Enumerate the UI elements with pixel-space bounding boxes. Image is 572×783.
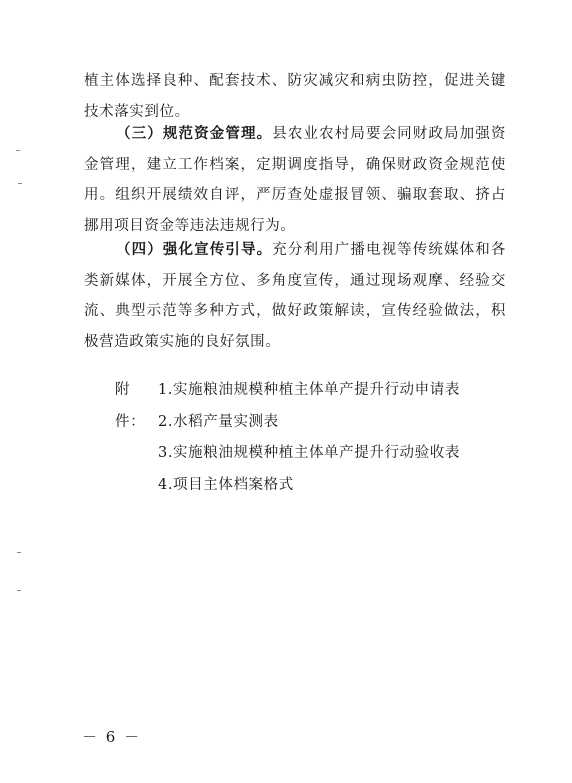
paragraph-text: 植主体选择良种、配套技术、防灾减灾和病虫防控，促进关键技术落实到位。 bbox=[84, 73, 506, 120]
attachment-item bbox=[158, 438, 460, 470]
attachment-item bbox=[158, 470, 460, 502]
paragraph-crop-techniques bbox=[84, 66, 506, 127]
scan-margin-mark bbox=[17, 590, 21, 591]
scan-margin-mark bbox=[16, 150, 20, 151]
paragraph-fund-management bbox=[84, 119, 506, 241]
attachment-title: 实施粮油规模种植主体单产提升行动申请表 bbox=[173, 382, 460, 398]
attachment-number: 4. bbox=[158, 476, 174, 493]
attachments-list bbox=[158, 375, 460, 501]
attachment-item bbox=[158, 375, 460, 407]
scan-margin-mark bbox=[18, 183, 22, 184]
paragraph-publicity bbox=[84, 235, 506, 357]
scan-margin-mark bbox=[17, 552, 21, 553]
attachment-item bbox=[158, 407, 460, 439]
page-number: － 6 － bbox=[82, 728, 142, 746]
section-heading-publicity: （四）强化宣传引导。 bbox=[116, 241, 273, 258]
attachments-label: 附件： bbox=[115, 382, 146, 430]
attachment-title: 项目主体档案格式 bbox=[173, 476, 294, 493]
paragraph-text: 充分利用广播电视等传统媒体和各类新媒体，开展全方位、多角度宣传，通过现场观摩、经验交流、典型示范等多种方式，做好政策解读，宣传经验做法，积极营造政策实施的良好氛围。 bbox=[84, 242, 507, 350]
attachment-number: 3. bbox=[158, 445, 174, 461]
attachment-number: 2. bbox=[158, 413, 174, 430]
paragraph-text: 县农业农村局要会同财政局加强资金管理，建立工作档案，定期调度指导，确保财政资金规范使用。组织开展绩效自评，严厉查处虚报冒领、骗取套取、挤占挪用项目资金等违法违规行为。 bbox=[84, 126, 507, 234]
attachment-title: 水稻产量实测表 bbox=[173, 413, 279, 430]
section-heading-fund-management: （三）规范资金管理。 bbox=[116, 125, 273, 142]
attachment-title: 实施粮油规模种植主体单产提升行动验收表 bbox=[173, 445, 460, 461]
attachment-number: 1. bbox=[158, 382, 174, 398]
